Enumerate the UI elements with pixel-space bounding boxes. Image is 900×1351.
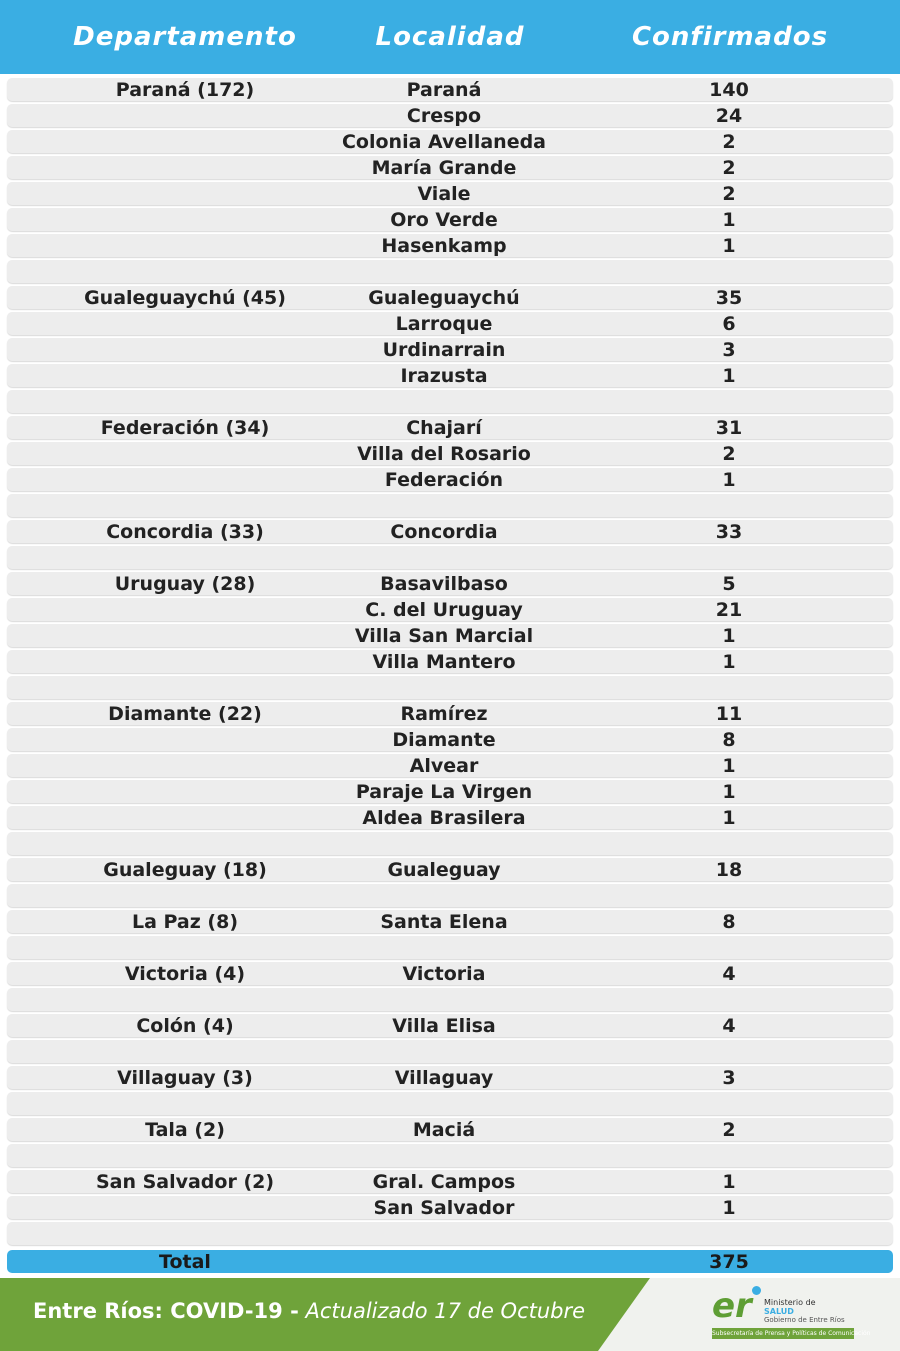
confirmados-cell: 1 [722,1171,736,1193]
departamento-cell: Villaguay (3) [117,1067,253,1089]
table-row [7,260,893,283]
localidad-cell: Hasenkamp [381,235,507,257]
table-header [0,0,900,74]
table-row [7,780,893,803]
logo-mark: er [712,1286,752,1326]
departamento-cell: Paraná (172) [115,79,255,101]
localidad-cell: Gualeguaychú [368,287,520,309]
localidad-cell: Maciá [412,1119,476,1141]
table-row [7,1014,893,1037]
departamento-cell: Gualeguaychú (45) [84,287,286,309]
localidad-cell: Victoria [402,963,486,985]
confirmados-cell: 8 [722,729,736,751]
table-row [7,1092,893,1115]
localidad-cell: Urdinarrain [382,339,506,361]
localidad-cell: Alvear [409,755,479,777]
localidad-cell: Larroque [395,313,493,335]
table-row [7,442,893,465]
confirmados-cell: 2 [722,131,736,153]
footer-title-bold: Entre Ríos: COVID-19 - [33,1299,299,1323]
confirmados-cell: 21 [715,599,743,621]
ministerio-logo [708,1286,888,1344]
table-row [7,754,893,777]
localidad-cell: Villaguay [394,1067,494,1089]
departamento-cell: Tala (2) [145,1119,225,1141]
localidad-cell: María Grande [371,157,517,179]
table-row [7,676,893,699]
logo-subtitle-bar: Subsecretaría de Prensa y Políticas de Comunicación [712,1330,871,1337]
column-header-localidad: Localidad [375,22,525,52]
footer [0,1278,900,1351]
confirmados-cell: 33 [715,521,743,543]
table-row [7,78,893,101]
localidad-cell: C. del Uruguay [365,599,523,621]
confirmados-cell: 31 [715,417,743,439]
departamento-cell: Diamante (22) [108,703,262,725]
confirmados-cell: 1 [722,807,736,829]
table-row [7,338,893,361]
localidad-cell: Concordia [390,521,498,543]
localidad-cell: Villa San Marcial [354,625,534,647]
departamento-cell: San Salvador (2) [95,1171,275,1193]
table-row [7,650,893,673]
table-row [7,624,893,647]
total-label: Total [159,1251,211,1273]
localidad-cell: Irazusta [400,365,488,387]
confirmados-cell: 35 [715,287,743,309]
table-row [7,130,893,153]
table-row [7,208,893,231]
confirmados-cell: 8 [722,911,736,933]
localidad-cell: Crespo [406,105,482,127]
confirmados-cell: 18 [715,859,743,881]
table-row [7,910,893,933]
confirmados-cell: 2 [722,443,736,465]
table-row [7,286,893,309]
table-row [7,494,893,517]
table-row [7,728,893,751]
confirmados-cell: 1 [722,625,736,647]
table-row [7,390,893,413]
table-row [7,234,893,257]
confirmados-cell: 4 [722,1015,736,1037]
table-row [7,832,893,855]
table-row [7,364,893,387]
localidad-cell: Santa Elena [380,911,508,933]
table-row [7,1170,893,1193]
table-row [7,1144,893,1167]
localidad-cell: Colonia Avellaneda [341,131,547,153]
table-row [7,988,893,1011]
logo-line-2: SALUD [764,1307,794,1316]
departamento-cell: Concordia (33) [106,521,264,543]
confirmados-cell: 2 [722,157,736,179]
localidad-cell: Ramírez [400,703,488,725]
localidad-cell: San Salvador [373,1197,515,1219]
table-row [7,572,893,595]
localidad-cell: Diamante [392,729,496,751]
departamento-cell: Uruguay (28) [114,573,256,595]
column-header-confirmados: Confirmados [631,22,829,52]
confirmados-cell: 140 [709,79,749,101]
confirmados-cell: 2 [722,183,736,205]
localidad-cell: Basavilbaso [380,573,508,595]
table-row [7,416,893,439]
localidad-cell: Villa Elisa [392,1015,496,1037]
total-value: 375 [709,1251,749,1273]
localidad-cell: Chajarí [406,417,482,439]
confirmados-cell: 24 [715,105,743,127]
table-row [7,182,893,205]
table-row [7,520,893,543]
table-row [7,884,893,907]
logo-line-3: Gobierno de Entre Ríos [764,1316,845,1324]
departamento-cell: Gualeguay (18) [103,859,267,881]
confirmados-cell: 2 [722,1119,736,1141]
logo-dot-icon [752,1286,761,1295]
table-row [7,312,893,335]
table-row [7,1196,893,1219]
localidad-cell: Aldea Brasilera [362,807,526,829]
confirmados-cell: 5 [722,573,736,595]
table-row [7,806,893,829]
confirmados-cell: 1 [722,1197,736,1219]
localidad-cell: Viale [417,183,471,205]
departamento-cell: La Paz (8) [131,911,239,933]
confirmados-cell: 3 [722,1067,736,1089]
confirmados-cell: 1 [722,209,736,231]
confirmados-cell: 1 [722,365,736,387]
table-row [7,962,893,985]
table-row [7,858,893,881]
localidad-cell: Villa Mantero [372,651,516,673]
localidad-cell: Oro Verde [390,209,498,231]
table-row [7,104,893,127]
departamento-cell: Federación (34) [100,417,270,439]
confirmados-cell: 3 [722,339,736,361]
departamento-cell: Colón (4) [136,1015,234,1037]
table-row [7,546,893,569]
column-header-departamento: Departamento [73,22,297,52]
confirmados-cell: 11 [715,703,743,725]
table-row [7,936,893,959]
footer-title-date: Actualizado 17 de Octubre [305,1299,586,1323]
table-row [7,156,893,179]
localidad-cell: Paraje La Virgen [355,781,533,803]
total-row [7,1250,893,1273]
localidad-cell: Gral. Campos [372,1171,516,1193]
footer-title [33,1299,585,1323]
confirmados-cell: 1 [722,781,736,803]
confirmados-cell: 1 [722,755,736,777]
table-row [7,598,893,621]
table-row [7,1040,893,1063]
confirmados-cell: 6 [722,313,736,335]
departamento-cell: Victoria (4) [124,963,246,985]
localidad-cell: Paraná [406,79,482,101]
localidad-cell: Gualeguay [387,859,501,881]
table-row [7,468,893,491]
confirmados-cell: 1 [722,235,736,257]
localidad-cell: Federación [384,469,504,491]
logo-line-1: Ministerio de [764,1298,816,1307]
table-row [7,1222,893,1245]
confirmados-cell: 4 [722,963,736,985]
table-row [7,702,893,725]
confirmados-cell: 1 [722,651,736,673]
localidad-cell: Villa del Rosario [357,443,531,465]
confirmados-cell: 1 [722,469,736,491]
table-row [7,1118,893,1141]
table-row [7,1066,893,1089]
